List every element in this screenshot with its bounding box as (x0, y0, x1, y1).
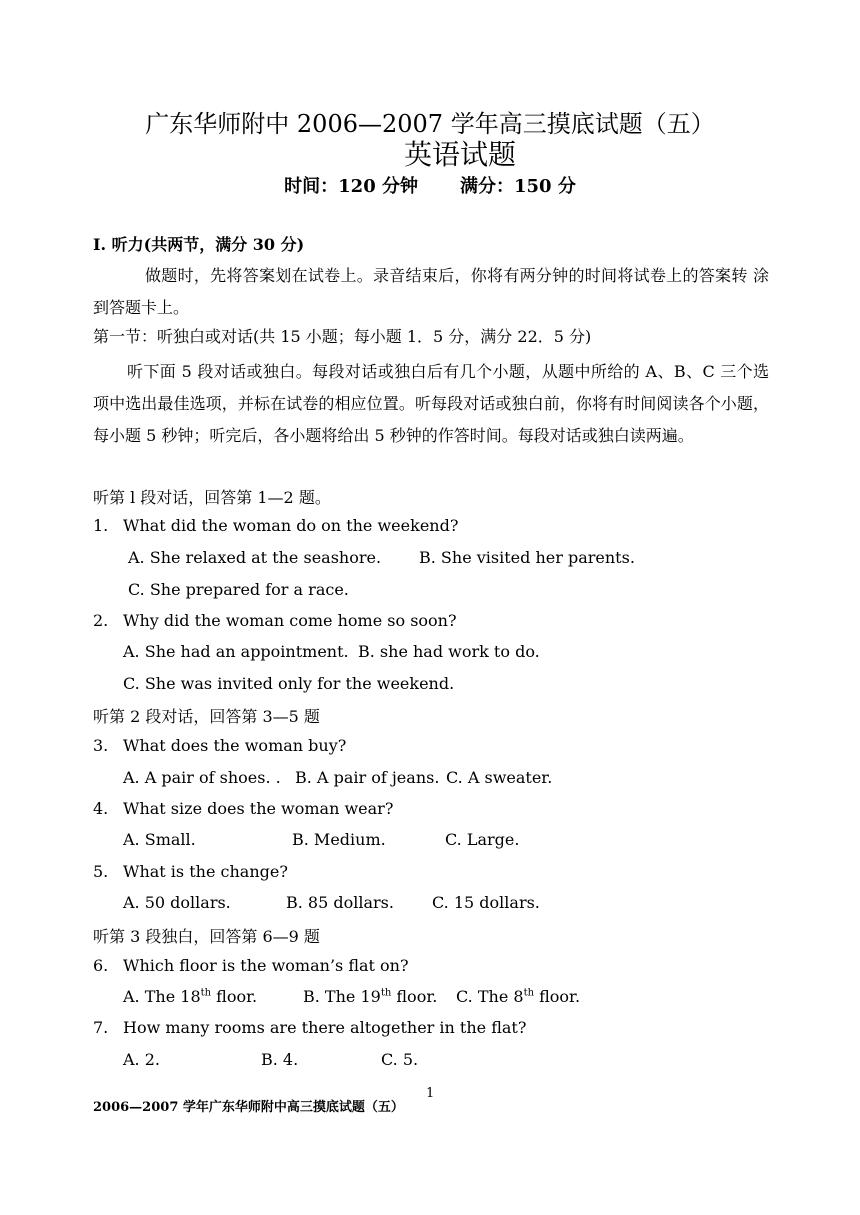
option-c: C. A sweater. (446, 768, 553, 787)
option-c: C. She was invited only for the weekend. (123, 674, 455, 693)
question-text: How many rooms are there altogether in the flat? (123, 1018, 527, 1037)
option-c: C. 15 dollars. (432, 893, 540, 912)
question-item (0, 611, 860, 643)
group-label: 听第 l 段对话，回答第 1—2 题。 (93, 488, 331, 507)
question-text: What is the change? (123, 862, 288, 881)
question-number: 1. (93, 516, 109, 535)
question-number: 3. (93, 736, 109, 755)
page-number: 1 (426, 1086, 435, 1101)
question-item (0, 736, 860, 768)
group-label: 听第 2 段对话，回答第 3—5 题 (93, 707, 320, 726)
full-score: 满分：150 分 (460, 176, 576, 197)
question-number: 5. (93, 862, 109, 881)
part-instruction: 听下面 5 段对话或独白。每段对话或独白后有几个小题，从题中所给的 A、B、C 三个选项中选出最佳选项，并标在试卷的相应位置。听每段对话或独白前，你将有时间阅读各个小题，每小题 5 秒钟；听完后，各小题将给出 5 秒钟的作答时间。每段对话或独白读两遍。 (93, 362, 769, 445)
question-number: 6. (93, 956, 109, 975)
exam-title: 广东华师附中 2006—2007 学年高三摸底试题（五） (145, 110, 715, 138)
option-c: C. 5. (381, 1050, 419, 1069)
option-a: A. She relaxed at the seashore. (128, 548, 382, 567)
part-heading: 第一节：听独白或对话(共 15 小题；每小题 1．5 分，满分 22．5 分) (93, 327, 592, 346)
option-a: A. A pair of shoes. . (123, 768, 281, 787)
option-c: C. The 8th floor. (456, 987, 581, 1006)
subject-title: 英语试题 (403, 138, 516, 171)
question-item (0, 516, 860, 548)
option-b: B. 4. (261, 1050, 299, 1069)
question-text: What did the woman do on the weekend? (123, 516, 459, 535)
question-text: What does the woman buy? (123, 736, 347, 755)
question-item (0, 1018, 860, 1050)
section-heading: I. 听力(共两节，满分 30 分) (93, 235, 305, 254)
option-b: B. Medium. (292, 830, 386, 849)
time-limit: 时间：120 分钟 (284, 176, 418, 197)
option-b: B. 85 dollars. (286, 893, 394, 912)
option-c: C. She prepared for a race. (128, 580, 349, 599)
group-label: 听第 3 段独白，回答第 6—9 题 (93, 927, 320, 946)
option-a: A. Small. (123, 830, 196, 849)
option-b: B. She visited her parents. (419, 548, 635, 567)
option-a: A. She had an appointment. (123, 642, 349, 661)
option-a: A. 50 dollars. (123, 893, 231, 912)
option-a: A. 2. (123, 1050, 160, 1069)
exam-meta (0, 172, 860, 198)
question-item (0, 799, 860, 831)
section-instruction: 做题时，先将答案划在试卷上。录音结束后，你将有两分钟的时间将试卷上的答案转 涂到答题卡上。 (93, 266, 769, 317)
option-c: C. Large. (445, 830, 520, 849)
question-item (0, 956, 860, 988)
page-footer: 2006—2007 学年广东华师附中高三摸底试题（五） (93, 1100, 404, 1115)
option-b: B. A pair of jeans. (295, 768, 440, 787)
question-text: Why did the woman come home so soon? (123, 611, 457, 630)
option-b: B. she had work to do. (358, 642, 540, 661)
question-text: Which floor is the woman’s flat on? (123, 956, 409, 975)
question-text: What size does the woman wear? (123, 799, 394, 818)
question-number: 4. (93, 799, 109, 818)
question-number: 7. (93, 1018, 109, 1037)
question-number: 2. (93, 611, 109, 630)
question-item (0, 862, 860, 894)
option-b: B. The 19th floor. (303, 987, 438, 1006)
option-a: A. The 18th floor. (123, 987, 258, 1006)
